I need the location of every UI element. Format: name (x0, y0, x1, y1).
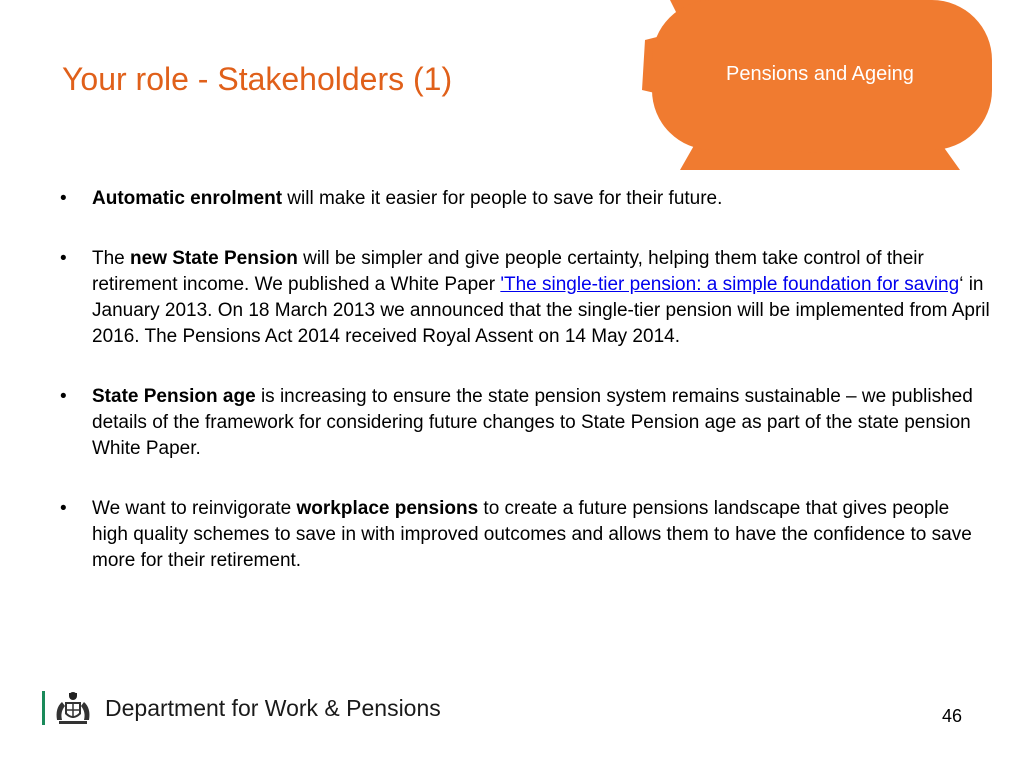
bullet-post-text: ‘ in January 2013. On 18 March 2013 we announced that the single-tier pension will be implemented from April 2016. The Pensions Act 2014 received Royal Assent on 14 May 2014. (92, 274, 990, 347)
bullet-pre-text: We want to reinvigorate (92, 498, 297, 519)
bullet-bold-text: workplace pensions (296, 498, 479, 519)
bullet-bold-text: State Pension age (92, 386, 256, 407)
bullet-text: is increasing to ensure the state pension system remains sustainable – we published details of the framework for considering future changes to State Pension age as part of the state pension White Paper. (92, 386, 973, 459)
slide-title: Your role - Stakeholders (1) (62, 61, 453, 97)
bullet-bold-text: new State Pension (130, 248, 298, 269)
department-name: Department for Work & Pensions (105, 694, 441, 721)
bullet-marker: • (60, 188, 67, 209)
page-number: 46 (941, 706, 962, 726)
bullet-text: to create a future pensions landscape that gives people high quality schemes to save in with improved outcomes and allows them to have the confidence to save more for their retirement. (92, 498, 972, 571)
bullet-state-pension-age (0, 384, 990, 462)
section-label: Pensions and Ageing (726, 63, 914, 85)
bullet-pre-text: The (92, 248, 131, 269)
white-paper-link[interactable]: 'The single-tier pension: a simple foundation for saving (500, 274, 960, 295)
bullet-text: will be simpler and give people certainty, helping them take control of their retirement income. We published a White Paper (92, 248, 924, 295)
bullet-text: will make it easier for people to save for their future. (282, 188, 723, 209)
gear-graphic (600, 0, 1020, 180)
bullet-workplace-pensions (0, 496, 990, 574)
bullet-marker: • (60, 248, 67, 269)
bullet-marker: • (60, 498, 67, 519)
bullet-new-state-pension (0, 246, 990, 350)
bullet-list (0, 186, 990, 608)
footer-accent-bar (42, 691, 45, 725)
bullet-bold-text: Automatic enrolment (92, 188, 283, 209)
footer (42, 690, 441, 726)
royal-coat-of-arms-icon (53, 690, 93, 726)
bullet-marker: • (60, 386, 67, 407)
bullet-automatic-enrolment (0, 186, 990, 212)
